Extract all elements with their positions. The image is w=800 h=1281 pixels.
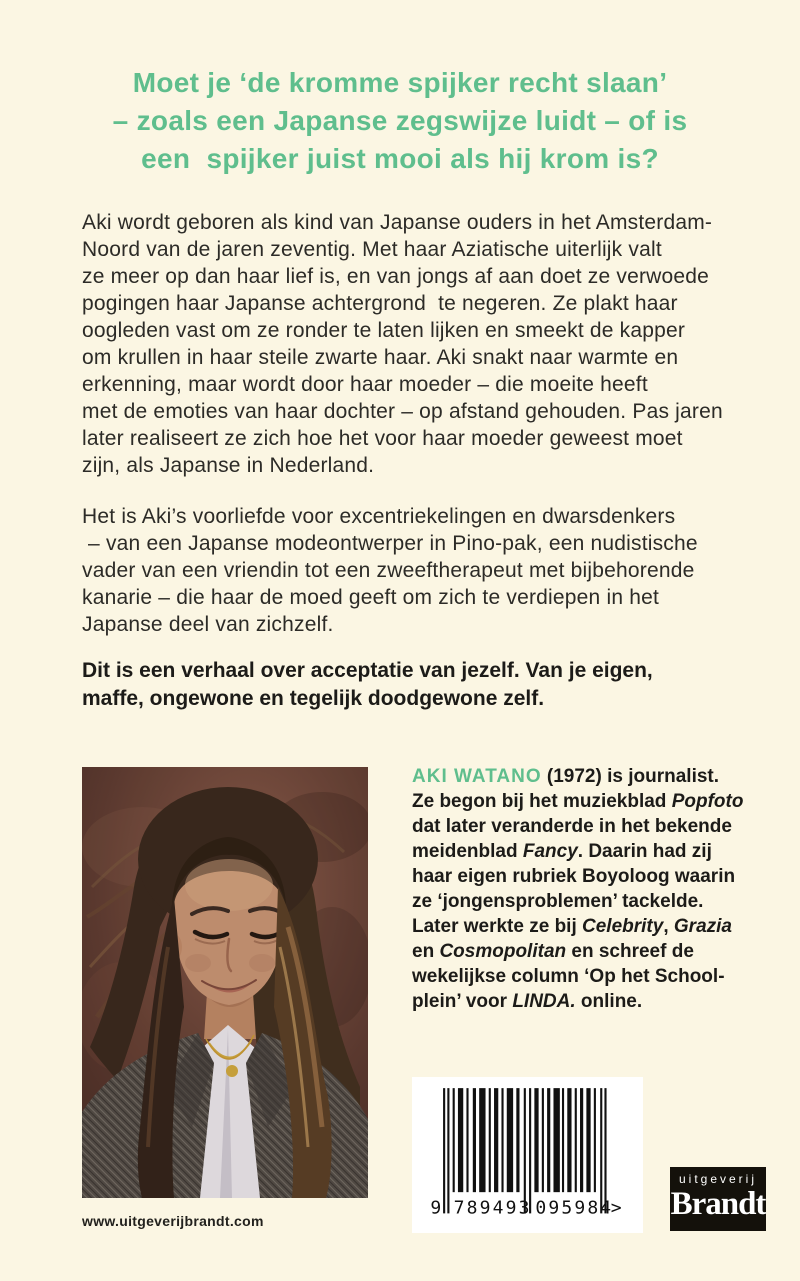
barcode-left-digit: 9 bbox=[429, 1197, 441, 1219]
publisher-logo bbox=[670, 1167, 766, 1231]
publisher-logo-name: Brandt bbox=[670, 1186, 766, 1222]
tagline: Dit is een verhaal over acceptatie van jezelf. Van je eigen, maffe, ongewone en tegelijk doodgewone zelf. bbox=[82, 659, 653, 710]
barcode-group2: 095984 bbox=[534, 1197, 613, 1219]
author-bio: AKI WATANO (1972) is journalist. Ze begon bij het muziekblad Popfoto dat later veranderde in het bekende meidenblad Fancy. Daarin had zij haar eigen rubriek Boyoloog waarin ze ‘jongensproblemen’ tackelde. Later werkte ze bij Celebrity, Grazia en Cosmopolitan en schreef de wekelijkse column ‘Op het School- plein’ voor LINDA. online. bbox=[412, 766, 744, 1012]
barcode bbox=[412, 1077, 643, 1233]
publisher-logo-top-text: uitgeverij bbox=[678, 1172, 758, 1186]
synopsis-paragraph-2: Het is Aki’s voorliefde voor excentriekelingen en dwarsdenkers – van een Japanse modeontwerper in Pino-pak, een nudistische vader van een vriendin tot een zweeftherapeut met bijbehorende kanarie – die haar de moed geeft om zich te verdiepen in het Japanse deel van zichzelf. bbox=[82, 505, 698, 636]
author-photo bbox=[82, 767, 368, 1198]
barcode-end-symbol: > bbox=[610, 1197, 622, 1219]
synopsis-paragraph-1: Aki wordt geboren als kind van Japanse ouders in het Amsterdam- Noord van de jaren zeventig. Met haar Aziatische uiterlijk valt ze meer op dan haar lief is, en van jongs af aan doet ze verwoede pogingen haar Japanse achtergrond te negeren. Ze plakt haar oogleden vast om ze ronder te laten lijken en smeekt de kapper om krullen in haar steile zwarte haar. Aki snakt naar warmte en erkenning, maar wordt door haar moeder – die moeite heeft met de emoties van haar dochter – op afstand gehouden. Pas jaren later realiseert ze zich hoe het voor haar moeder geweest moet zijn, als Japanse in Nederland. bbox=[82, 211, 723, 477]
barcode-group1: 789493 bbox=[453, 1197, 532, 1219]
publisher-website: www.uitgeverijbrandt.com bbox=[82, 1213, 264, 1229]
headline: Moet je ‘de kromme spijker recht slaan’ – zoals een Japanse zegswijze luidt – of is een spijker juist mooi als hij krom is? bbox=[112, 67, 688, 174]
